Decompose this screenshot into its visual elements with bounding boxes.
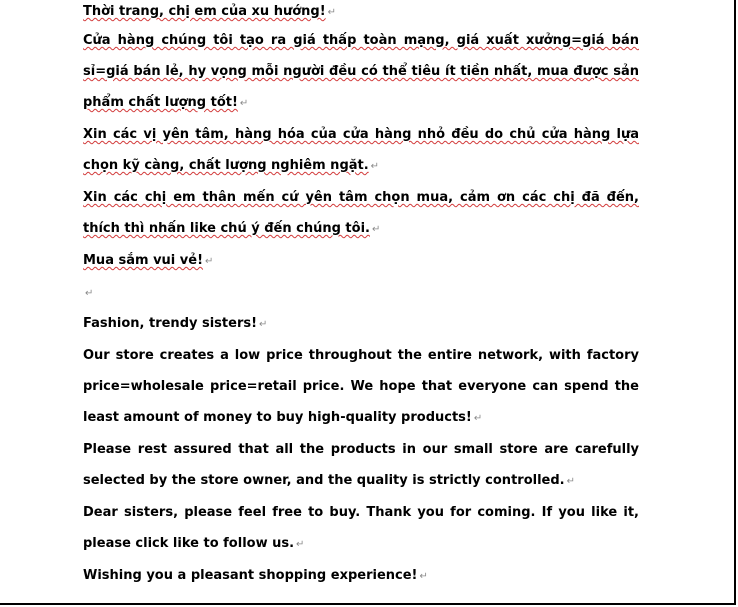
paragraph-text: Mua sắm vui vẻ! [83, 253, 204, 268]
paragraph-text: Xin các vị yên tâm, hàng hóa của cửa hàng nhỏ đều do chủ cửa hàng lựa chọn kỹ càng, chất lượng nghiêm ngặt. [83, 127, 639, 173]
paragraph-text: Xin các chị em thân mến cứ yên tâm chọn mua, cảm ơn các chị đã đến, thích thì nhấn like chú ý đến chúng tôi. [83, 190, 639, 236]
paragraph-en-3 [83, 434, 639, 497]
paragraph-mark-icon: ↵ [85, 288, 94, 299]
paragraph-text: Cửa hàng chúng tôi tạo ra giá thấp toàn mạng, giá xuất xưởng=giá bán sỉ=giá bán lẻ, hy vọng mỗi người đều có thể tiêu ít tiền nhất, mua được sản phẩm chất lượng tốt! [83, 33, 639, 110]
paragraph-vi-3 [83, 119, 639, 182]
paragraph-mark-icon: ↵ [371, 224, 381, 235]
paragraph-text: Please rest assured that all the products in our small store are carefully selected by the store owner, and the quality is strictly controlled. [83, 442, 639, 488]
paragraph-en-4 [83, 497, 639, 560]
paragraph-text: Dear sisters, please feel free to buy. Thank you for coming. If you like it, please click like to follow us. [83, 505, 639, 551]
paragraph-vi-2 [83, 25, 639, 119]
paragraph-text: Our store creates a low price throughout the entire network, with factory price=wholesale price=retail price. We hope that everyone can spend the least amount of money to buy high-quality products! [83, 348, 639, 425]
paragraph-en-1 [83, 308, 639, 340]
paragraph-text: Thời trang, chị em của xu hướng! [83, 4, 326, 19]
paragraph-mark-icon: ↵ [566, 476, 575, 487]
document-body[interactable] [83, 0, 639, 592]
paragraph-en-2 [83, 340, 639, 434]
paragraph-vi-1 [83, 0, 639, 25]
paragraph-mark-icon: ↵ [473, 413, 483, 424]
paragraph-mark-icon: ↵ [296, 539, 305, 550]
paragraph-mark-icon: ↵ [370, 161, 380, 172]
paragraph-vi-4 [83, 182, 639, 245]
paragraph-mark-icon: ↵ [327, 7, 337, 18]
paragraph-mark-icon: ↵ [259, 319, 268, 330]
paragraph-vi-5 [83, 245, 639, 277]
paragraph-mark-icon: ↵ [239, 98, 249, 109]
paragraph-mark-icon: ↵ [419, 571, 428, 582]
paragraph-text: Wishing you a pleasant shopping experience! [83, 568, 418, 583]
empty-paragraph [83, 277, 639, 308]
paragraph-mark-icon: ↵ [205, 256, 214, 267]
paragraph-en-5 [83, 560, 639, 592]
paragraph-text: Fashion, trendy sisters! [83, 316, 258, 331]
